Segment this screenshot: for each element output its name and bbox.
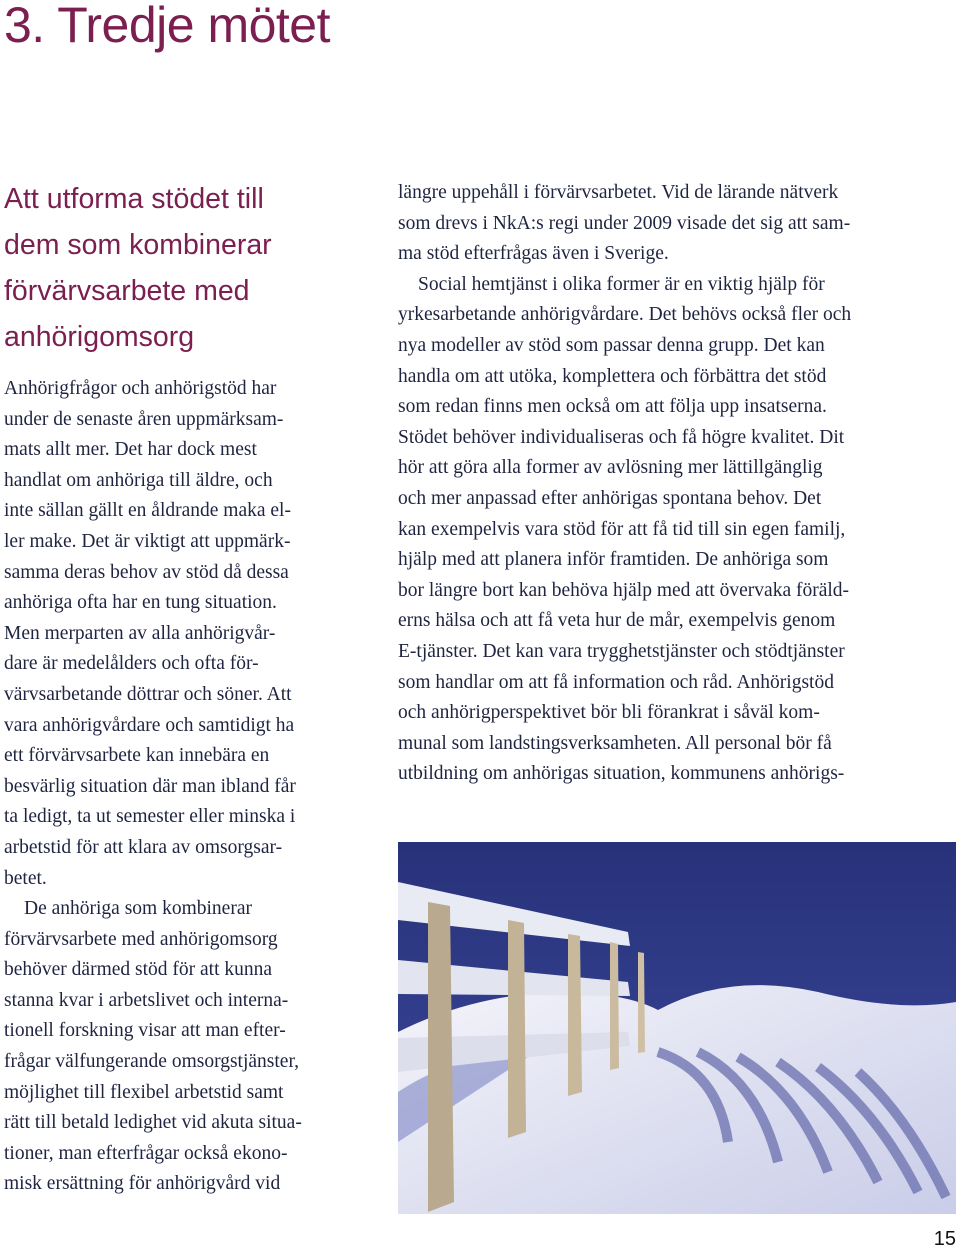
text-line: längre uppehåll i förvärvsarbetet. Vid de lärande nätverk xyxy=(398,182,839,203)
text-line: rätt till betald ledighet vid akuta situa- xyxy=(4,1112,302,1134)
text-line: Men merparten av alla anhörigvår- xyxy=(4,622,276,644)
text-line: Anhörigfrågor och anhörigstöd har xyxy=(4,378,277,399)
text-line: vara anhörigvårdare och samtidigt ha xyxy=(4,714,295,736)
text-line: utbildning om anhörigas situation, kommunens anhörigs- xyxy=(398,763,845,785)
text-line: frågar välfungerande omsorgstjänster, xyxy=(4,1051,300,1073)
text-line: stanna kvar i arbetslivet och interna- xyxy=(4,989,289,1011)
text-line: som handlar om att få information och råd. Anhörigstöd xyxy=(398,671,834,693)
text-line: erns hälsa och att få veta hur de mår, exempelvis genom xyxy=(398,610,836,632)
text-line: mats allt mer. Det har dock mest xyxy=(4,439,257,461)
text-line: nya modeller av stöd som passar denna grupp. Det kan xyxy=(398,334,825,356)
text-line: som drevs i NkA:s regi under 2009 visade det sig att sam- xyxy=(398,212,851,234)
text-line: handla om att utöka, komplettera och förbättra det stöd xyxy=(398,365,827,387)
snowy-fence-photo xyxy=(398,842,956,1214)
text-line: tionell forskning visar att man efter- xyxy=(4,1020,286,1042)
heading-line: Att utforma stödet till xyxy=(4,183,264,215)
text-line: ler make. Det är viktigt att uppmärk- xyxy=(4,530,291,552)
right-column xyxy=(398,178,958,790)
text-line: ma stöd efterfrågas även i Sverige. xyxy=(398,243,669,265)
text-line: Social hemtjänst i olika former är en viktig hjälp för xyxy=(418,273,825,295)
text-line: munal som landstingsverksamheten. All personal bör få xyxy=(398,732,832,754)
text-line: misk ersättning för anhörigvård vid xyxy=(4,1173,281,1195)
text-line: under de senaste åren uppmärksam- xyxy=(4,408,284,430)
heading-line: förvärvsarbete med xyxy=(4,275,250,307)
text-line: kan exempelvis vara stöd för att få tid till sin egen familj, xyxy=(398,518,846,540)
text-line: inte sällan gällt en åldrande maka el- xyxy=(4,500,291,522)
page-number: 15 xyxy=(933,1228,956,1250)
heading-line: dem som kombinerar xyxy=(4,229,272,261)
text-line: hör att göra alla former av avlösning mer lättillgänglig xyxy=(398,457,823,479)
text-line: samma deras behov av stöd då dessa xyxy=(4,561,289,583)
body-paragraph xyxy=(398,178,958,270)
text-line: behöver därmed stöd för att kunna xyxy=(4,959,273,981)
text-line: Stödet behöver individualiseras och få högre kvalitet. Dit xyxy=(398,426,845,448)
text-line: förvärvsarbete med anhörigomsorg xyxy=(4,928,278,950)
text-line: ett förvärvsarbete kan innebära en xyxy=(4,745,270,767)
heading-line: anhörigomsorg xyxy=(4,321,195,353)
section-heading xyxy=(4,176,374,360)
text-line: hjälp med att planera inför framtiden. De anhöriga som xyxy=(398,549,829,571)
text-line: E-tjänster. Det kan vara trygghetstjänster och stödtjänster xyxy=(398,640,845,662)
text-line: och mer anpassad efter anhörigas spontana behov. Det xyxy=(398,487,822,509)
text-line: ta ledigt, ta ut semester eller minska i xyxy=(4,806,296,828)
text-line: tioner, man efterfrågar också ekono- xyxy=(4,1142,288,1164)
text-line: handlat om anhöriga till äldre, och xyxy=(4,469,273,491)
text-line: dare är medelålders och ofta för- xyxy=(4,653,259,675)
body-paragraph xyxy=(398,270,958,790)
body-paragraph xyxy=(4,894,374,1200)
text-line: arbetstid för att klara av omsorgsar- xyxy=(4,836,283,858)
text-line: bor längre bort kan behöva hjälp med att övervaka föräld- xyxy=(398,579,850,601)
left-column xyxy=(4,176,374,1200)
text-line: anhöriga ofta har en tung situation. xyxy=(4,592,277,614)
text-line: De anhöriga som kombinerar xyxy=(24,898,252,920)
chapter-title: 3. Tredje mötet xyxy=(4,0,330,53)
snowy-fence-illustration xyxy=(398,842,956,1214)
text-line: besvärlig situation där man ibland får xyxy=(4,775,296,797)
text-line: möjlighet till flexibel arbetstid samt xyxy=(4,1081,284,1103)
text-line: yrkesarbetande anhörigvårdare. Det behövs också fler och xyxy=(398,304,852,326)
body-paragraph xyxy=(4,374,374,894)
text-line: betet. xyxy=(4,867,47,889)
text-line: och anhörigperspektivet bör bli förankrat i såväl kom- xyxy=(398,702,820,724)
text-line: som redan finns men också om att följa upp insatserna. xyxy=(398,396,827,418)
text-line: värvsarbetande döttrar och söner. Att xyxy=(4,683,292,705)
